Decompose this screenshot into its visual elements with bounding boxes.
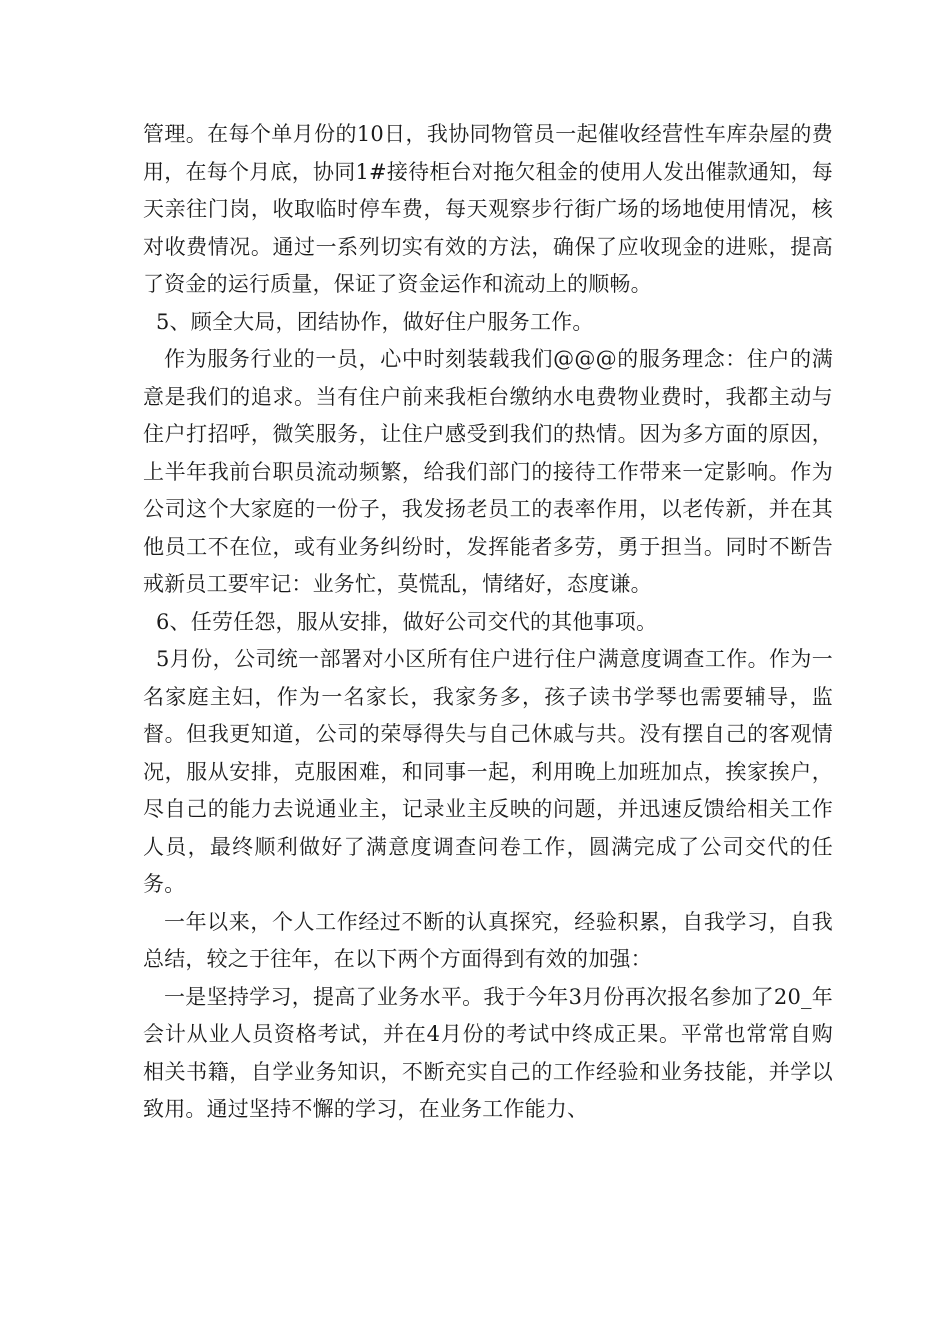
document-page: [143, 116, 833, 1129]
heading-item-6: 6、任劳任怨，服从安排，做好公司交代的其他事项。: [156, 609, 658, 634]
paragraph-service-concept: 作为服务行业的一员，心中时刻装载我们@@@的服务理念：住户的满意是我们的追求。当有住户前来我柜台缴纳水电费物业费时，我都主动与住户打招呼，微笑服务，让住户感受到我们的热情。因为多方面的原因，上半年我前台职员流动频繁，给我们部门的接待工作带来一定影响。作为公司这个大家庭的一份子，我发扬老员工的表率作用，以老传新，并在其他员工不在位，或有业务纠纷时，发挥能者多劳，勇于担当。同时不断告戒新员工要牢记：业务忙，莫慌乱，情绪好，态度谦。: [143, 347, 833, 596]
paragraph-satisfaction-survey: 5月份，公司统一部署对小区所有住户进行住户满意度调查工作。作为一名家庭主妇，作为一名家长，我家务多，孩子读书学琴也需要辅导，监督。但我更知道，公司的荣辱得失与自己休戚与共。没有摆自己的客观情况，服从安排，克服困难，和同事一起，利用晚上加班加点，挨家挨户，尽自己的能力去说通业主，记录业主反映的问题，并迅速反馈给相关工作人员，最终顺利做好了满意度调查问卷工作，圆满完成了公司交代的任务。: [143, 647, 833, 896]
heading-item-5: 5、顾全大局，团结协作，做好住户服务工作。: [156, 309, 594, 334]
paragraph-annual-summary: 一年以来，个人工作经过不断的认真探究，经验积累，自我学习，自我总结，较之于往年，在以下两个方面得到有效的加强：: [143, 909, 833, 971]
paragraph-learning: 一是坚持学习，提高了业务水平。我于今年3月份再次报名参加了20_年会计从业人员资格考试，并在4月份的考试中终成正果。平常也常常自购相关书籍，自学业务知识，不断充实自己的工作经验和业务技能，并学以致用。通过坚持不懈的学习，在业务工作能力、: [143, 984, 833, 1121]
paragraph-revenue-management: 管理。在每个单月份的10日，我协同物管员一起催收经营性车库杂屋的费用，在每个月底，协同1#接待柜台对拖欠租金的使用人发出催款通知，每天亲往门岗，收取临时停车费，每天观察步行街广场的场地使用情况，核对收费情况。通过一系列切实有效的方法，确保了应收现金的进账，提高了资金的运行质量，保证了资金运作和流动上的顺畅。: [143, 122, 833, 296]
